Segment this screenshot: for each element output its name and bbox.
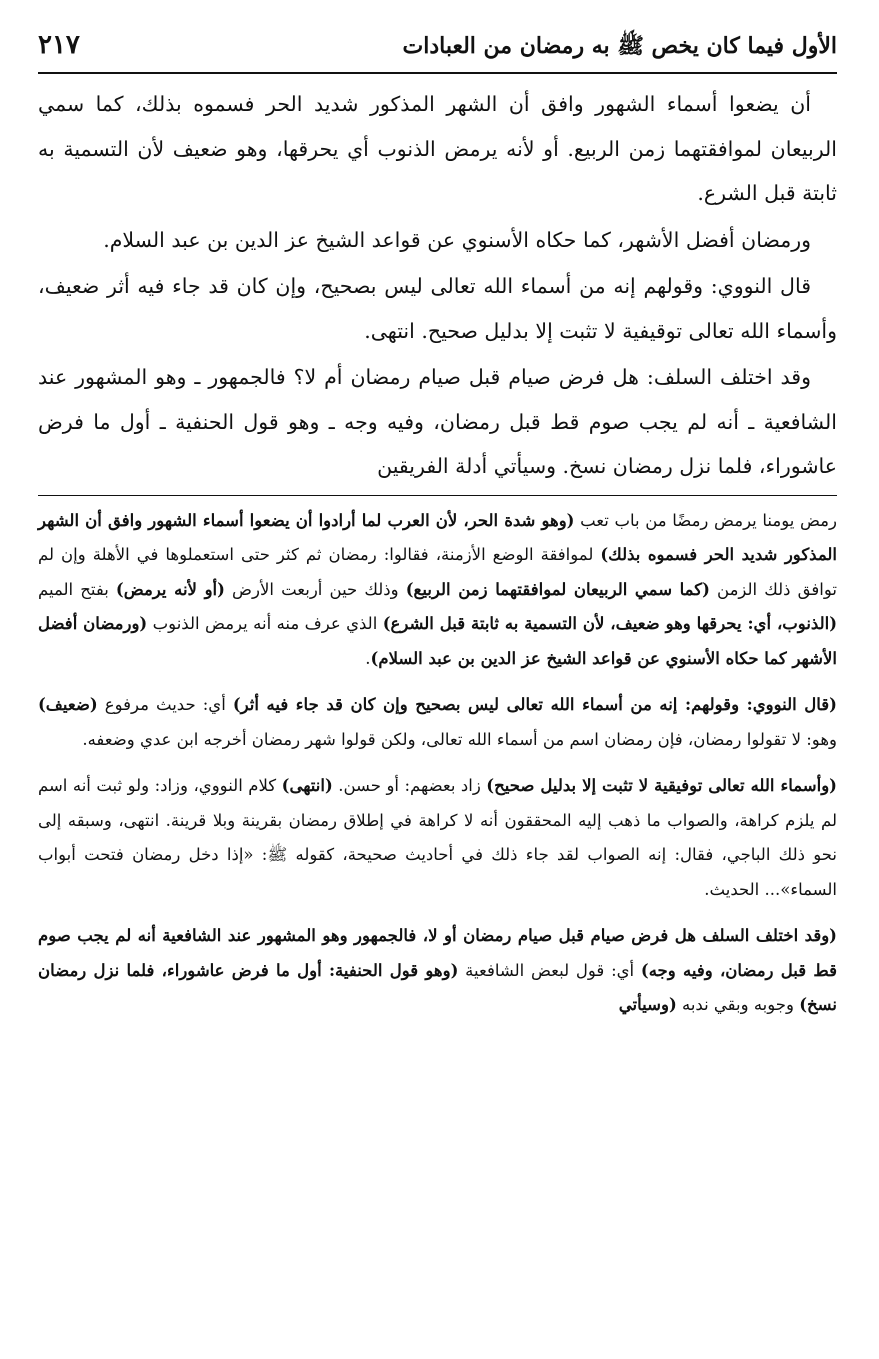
- commentary-paragraph: [38, 504, 837, 677]
- commentary-quote: (ورمضان أفضل الأشهر كما حكاه الأسنوي عن قواعد الشيخ عز الدين بن عبد السلام): [38, 614, 837, 668]
- commentary-text: [38, 504, 837, 1023]
- commentary-text: بفتح الميم: [38, 579, 116, 599]
- commentary-text: لموافقة الوضع الأزمنة، فقالوا: رمضان ثم كثر حتى استعملوها في الأهلة وإن لم توافق ذلك الزمن: [38, 545, 837, 599]
- commentary-quote: (وهو شدة الحر، لأن العرب لما أرادوا أن يضعوا أسماء الشهور وافق أن الشهر المذكور شديد الحر فسموه بذلك): [38, 510, 837, 564]
- commentary-text: زاد بعضهم: أو حسن.: [332, 776, 487, 795]
- running-title: الأول فيما كان يخص ﷺ به رمضان من العبادات: [402, 33, 837, 59]
- commentary-paragraph: [38, 688, 837, 757]
- commentary-quote: (ضعيف): [38, 695, 98, 714]
- commentary-quote: (وسيأتي: [618, 995, 677, 1014]
- commentary-paragraph: [38, 919, 837, 1023]
- commentary-text: أي: حديث مرفوع: [97, 695, 233, 714]
- commentary-quote: (أو لأنه يرمض): [115, 579, 225, 599]
- commentary-quote: (الذنوب، أي: يحرقها وهو ضعيف، لأن التسمية به ثابتة قبل الشرع): [382, 614, 838, 633]
- commentary-quote: (انتهى): [281, 776, 333, 795]
- commentary-text: وذلك حين أربعت الأرض: [224, 579, 406, 599]
- commentary-quote: (وهو قول الحنفية: أول ما فرض عاشوراء، فلما نزل رمضان نسخ): [38, 960, 837, 1014]
- commentary-text: .: [365, 648, 371, 668]
- commentary-text: أي: قول لبعض الشافعية: [458, 960, 641, 980]
- page-header: [38, 30, 837, 74]
- page-number: ٢١٧: [38, 30, 80, 60]
- commentary-text: وجوبه وبقي ندبه: [676, 995, 800, 1014]
- commentary-quote: (وقد اختلف السلف هل فرض صيام قبل صيام رمضان أو لا، فالجمهور وهو المشهور عند الشافعية أنه لم يجب صوم قط قبل رمضان، وفيه وجه): [38, 926, 837, 980]
- commentary-text: الذي عرف منه أنه يرمض الذنوب: [147, 614, 383, 633]
- commentary-quote: (وأسماء الله تعالى توفيقية لا تثبت إلا بدليل صحيح): [486, 776, 837, 795]
- book-page: [38, 30, 837, 1339]
- main-paragraph: أن يضعوا أسماء الشهور وافق أن الشهر المذكور شديد الحر فسموه بذلك، كما سمي الربيعان لموافقتهما زمن الربيع. أو لأنه يرمض الذنوب أي يحرقها، وهو ضعيف لأن التسمية به ثابتة قبل الشرع.: [38, 92, 837, 205]
- main-paragraph: وقد اختلف السلف: هل فرض صيام قبل صيام رمضان أم لا؟ فالجمهور ـ وهو المشهور عند الشافعية ـ أنه لم يجب صوم قط قبل رمضان، وفيه وجه ـ وهو قول الحنفية ـ أول ما فرض عاشوراء، فلما نزل رمضان نسخ. وسيأتي أدلة الفريقين: [38, 365, 837, 478]
- commentary-quote: (كما سمي الربيعان لموافقتهما زمن الربيع): [405, 579, 710, 599]
- commentary-paragraph: [38, 769, 837, 907]
- commentary-text: كلام النووي، وزاد: ولو ثبت أنه اسم لم يلزم كراهة، والصواب ما ذهب إليه المحققون أنه لا كراهة في إطلاق رمضان بقرينة وبلا قرينة. انتهى، وسبقه إلى نحو ذلك الباجي، فقال: إنه الصواب لقد جاء ذلك في أحاديث صحيحة، كقوله ﷺ: «إذا دخل رمضان فتحت أبواب السماء»... الحديث.: [38, 776, 837, 899]
- main-text: [38, 82, 837, 489]
- commentary-text: رمض يومنا يرمض رمضًا من باب تعب: [574, 510, 837, 530]
- commentary-text: وهو: لا تقولوا رمضان، فإن رمضان اسم من أسماء الله تعالى، ولكن قولوا شهر رمضان أخرجه ابن عدي وضعفه.: [82, 729, 837, 749]
- main-paragraph: قال النووي: وقولهم إنه من أسماء الله تعالى ليس بصحيح، وإن كان قد جاء فيه أثر ضعيف، وأسماء الله تعالى توقيفية لا تثبت إلا بدليل صحيح. انتهى.: [38, 274, 837, 343]
- main-paragraph: ورمضان أفضل الأشهر، كما حكاه الأسنوي عن قواعد الشيخ عز الدين بن عبد السلام.: [103, 227, 811, 252]
- commentary-quote: (قال النووي: وقولهم: إنه من أسماء الله تعالى ليس بصحيح وإن كان قد جاء فيه أثر): [232, 695, 837, 714]
- separator-rule: [38, 495, 837, 496]
